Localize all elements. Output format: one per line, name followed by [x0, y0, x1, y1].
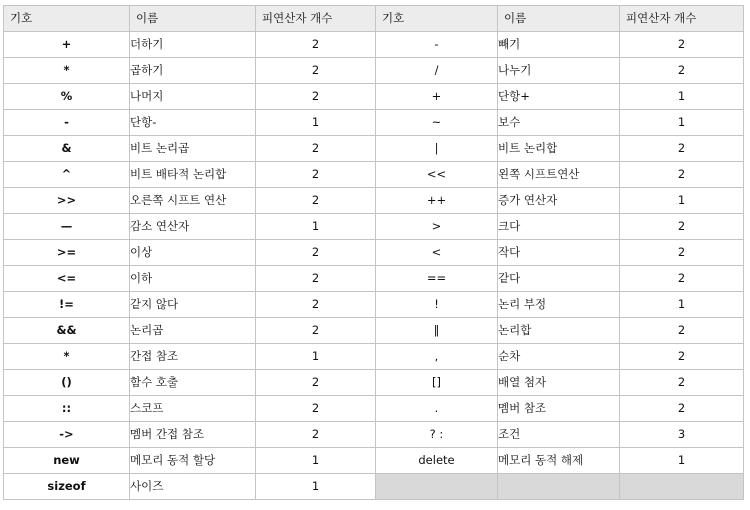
operand-count: 2	[256, 422, 376, 448]
header-name: 이름	[130, 6, 256, 32]
operator-name: 스코프	[130, 396, 256, 422]
table-row	[4, 162, 744, 188]
operand-count: 2	[620, 370, 744, 396]
operator-symbol: ::	[4, 396, 130, 422]
operator-symbol: delete	[376, 448, 498, 474]
operand-count: 1	[256, 344, 376, 370]
table-row	[4, 422, 744, 448]
operand-count: 1	[256, 110, 376, 136]
operand-count: 1	[256, 448, 376, 474]
operator-symbol: new	[4, 448, 130, 474]
operator-symbol: ^	[4, 162, 130, 188]
operand-count: 1	[620, 188, 744, 214]
operator-symbol: .	[376, 396, 498, 422]
operator-name: 이상	[130, 240, 256, 266]
operator-symbol: ==	[376, 266, 498, 292]
operand-count: 2	[256, 136, 376, 162]
operand-count: 2	[256, 396, 376, 422]
header-row	[4, 6, 744, 32]
operator-symbol: -	[4, 110, 130, 136]
operator-name: 작다	[498, 240, 620, 266]
header-name: 이름	[498, 6, 620, 32]
operator-name: 간접 참조	[130, 344, 256, 370]
empty-cell	[620, 474, 744, 500]
operator-symbol: ++	[376, 188, 498, 214]
operand-count: 1	[256, 474, 376, 500]
table-row	[4, 448, 744, 474]
table-row	[4, 32, 744, 58]
operator-symbol: /	[376, 58, 498, 84]
operator-name: 멤버 참조	[498, 396, 620, 422]
operator-symbol: >=	[4, 240, 130, 266]
table-row	[4, 474, 744, 500]
table-row	[4, 240, 744, 266]
operator-symbol: <<	[376, 162, 498, 188]
operator-symbol: ->	[4, 422, 130, 448]
operator-symbol: ~	[376, 110, 498, 136]
operator-symbol: +	[4, 32, 130, 58]
operator-name: 논리 부정	[498, 292, 620, 318]
operator-symbol: ,	[376, 344, 498, 370]
operator-symbol: &	[4, 136, 130, 162]
operator-symbol: *	[4, 344, 130, 370]
operator-symbol: >>	[4, 188, 130, 214]
operator-name: 크다	[498, 214, 620, 240]
table-row	[4, 318, 744, 344]
operand-count: 1	[620, 84, 744, 110]
operand-count: 2	[620, 136, 744, 162]
operator-name: 같다	[498, 266, 620, 292]
table-row	[4, 58, 744, 84]
operand-count: 2	[620, 266, 744, 292]
operand-count: 1	[256, 214, 376, 240]
operator-name: 곱하기	[130, 58, 256, 84]
operand-count: 2	[256, 318, 376, 344]
operator-name: 메모리 동적 해제	[498, 448, 620, 474]
operator-symbol: >	[376, 214, 498, 240]
operator-name: 비트 배타적 논리합	[130, 162, 256, 188]
operator-symbol: +	[376, 84, 498, 110]
operand-count: 2	[620, 318, 744, 344]
operator-name: 순차	[498, 344, 620, 370]
header-symbol: 기호	[4, 6, 130, 32]
operand-count: 2	[620, 396, 744, 422]
operator-name: 단항-	[130, 110, 256, 136]
operator-name: 보수	[498, 110, 620, 136]
operator-name: 조건	[498, 422, 620, 448]
operator-name: 왼쪽 시프트연산	[498, 162, 620, 188]
table-row	[4, 214, 744, 240]
table-row	[4, 84, 744, 110]
operator-symbol: !	[376, 292, 498, 318]
operator-name: 감소 연산자	[130, 214, 256, 240]
operator-name: 함수 호출	[130, 370, 256, 396]
operator-symbol: —	[4, 214, 130, 240]
operand-count: 2	[620, 344, 744, 370]
table-row	[4, 110, 744, 136]
operand-count: 2	[620, 58, 744, 84]
operator-symbol: -	[376, 32, 498, 58]
operator-name: 멤버 간접 참조	[130, 422, 256, 448]
operand-count: 1	[620, 448, 744, 474]
operator-name: 증가 연산자	[498, 188, 620, 214]
operator-symbol: !=	[4, 292, 130, 318]
operator-symbol: ‖	[376, 318, 498, 344]
operator-name: 같지 않다	[130, 292, 256, 318]
operator-symbol: <	[376, 240, 498, 266]
operator-name: 비트 논리곱	[130, 136, 256, 162]
operator-name: 빼기	[498, 32, 620, 58]
operand-count: 2	[620, 240, 744, 266]
table-row	[4, 292, 744, 318]
operator-name: 오른쪽 시프트 연산	[130, 188, 256, 214]
operand-count: 1	[620, 292, 744, 318]
operator-name: 논리곱	[130, 318, 256, 344]
operand-count: 2	[256, 240, 376, 266]
header-operand-count: 피연산자 개수	[620, 6, 744, 32]
operator-symbol: %	[4, 84, 130, 110]
operator-name: 나누기	[498, 58, 620, 84]
operator-symbol: &&	[4, 318, 130, 344]
operand-count: 2	[256, 370, 376, 396]
table-row	[4, 188, 744, 214]
header-operand-count: 피연산자 개수	[256, 6, 376, 32]
operator-symbol: []	[376, 370, 498, 396]
operand-count: 2	[256, 58, 376, 84]
operator-name: 나머지	[130, 84, 256, 110]
table-row	[4, 396, 744, 422]
operand-count: 2	[256, 162, 376, 188]
operator-symbol: |	[376, 136, 498, 162]
operator-table	[3, 5, 744, 500]
empty-cell	[498, 474, 620, 500]
operator-name: 메모리 동적 할당	[130, 448, 256, 474]
operator-symbol: ()	[4, 370, 130, 396]
operand-count: 1	[620, 110, 744, 136]
operator-symbol: *	[4, 58, 130, 84]
operand-count: 2	[620, 162, 744, 188]
operator-name: 더하기	[130, 32, 256, 58]
table-row	[4, 266, 744, 292]
operator-name: 배열 첨자	[498, 370, 620, 396]
operand-count: 2	[256, 292, 376, 318]
operator-symbol: ? :	[376, 422, 498, 448]
operator-name: 단항+	[498, 84, 620, 110]
operator-name: 사이즈	[130, 474, 256, 500]
operand-count: 2	[620, 214, 744, 240]
header-symbol: 기호	[376, 6, 498, 32]
operator-name: 이하	[130, 266, 256, 292]
operator-symbol: sizeof	[4, 474, 130, 500]
operator-symbol: <=	[4, 266, 130, 292]
operand-count: 2	[256, 188, 376, 214]
empty-cell	[376, 474, 498, 500]
table-row	[4, 344, 744, 370]
operator-name: 비트 논리합	[498, 136, 620, 162]
operand-count: 3	[620, 422, 744, 448]
table-row	[4, 370, 744, 396]
operand-count: 2	[256, 84, 376, 110]
operator-name: 논리합	[498, 318, 620, 344]
table-row	[4, 136, 744, 162]
operand-count: 2	[256, 32, 376, 58]
operand-count: 2	[256, 266, 376, 292]
operand-count: 2	[620, 32, 744, 58]
